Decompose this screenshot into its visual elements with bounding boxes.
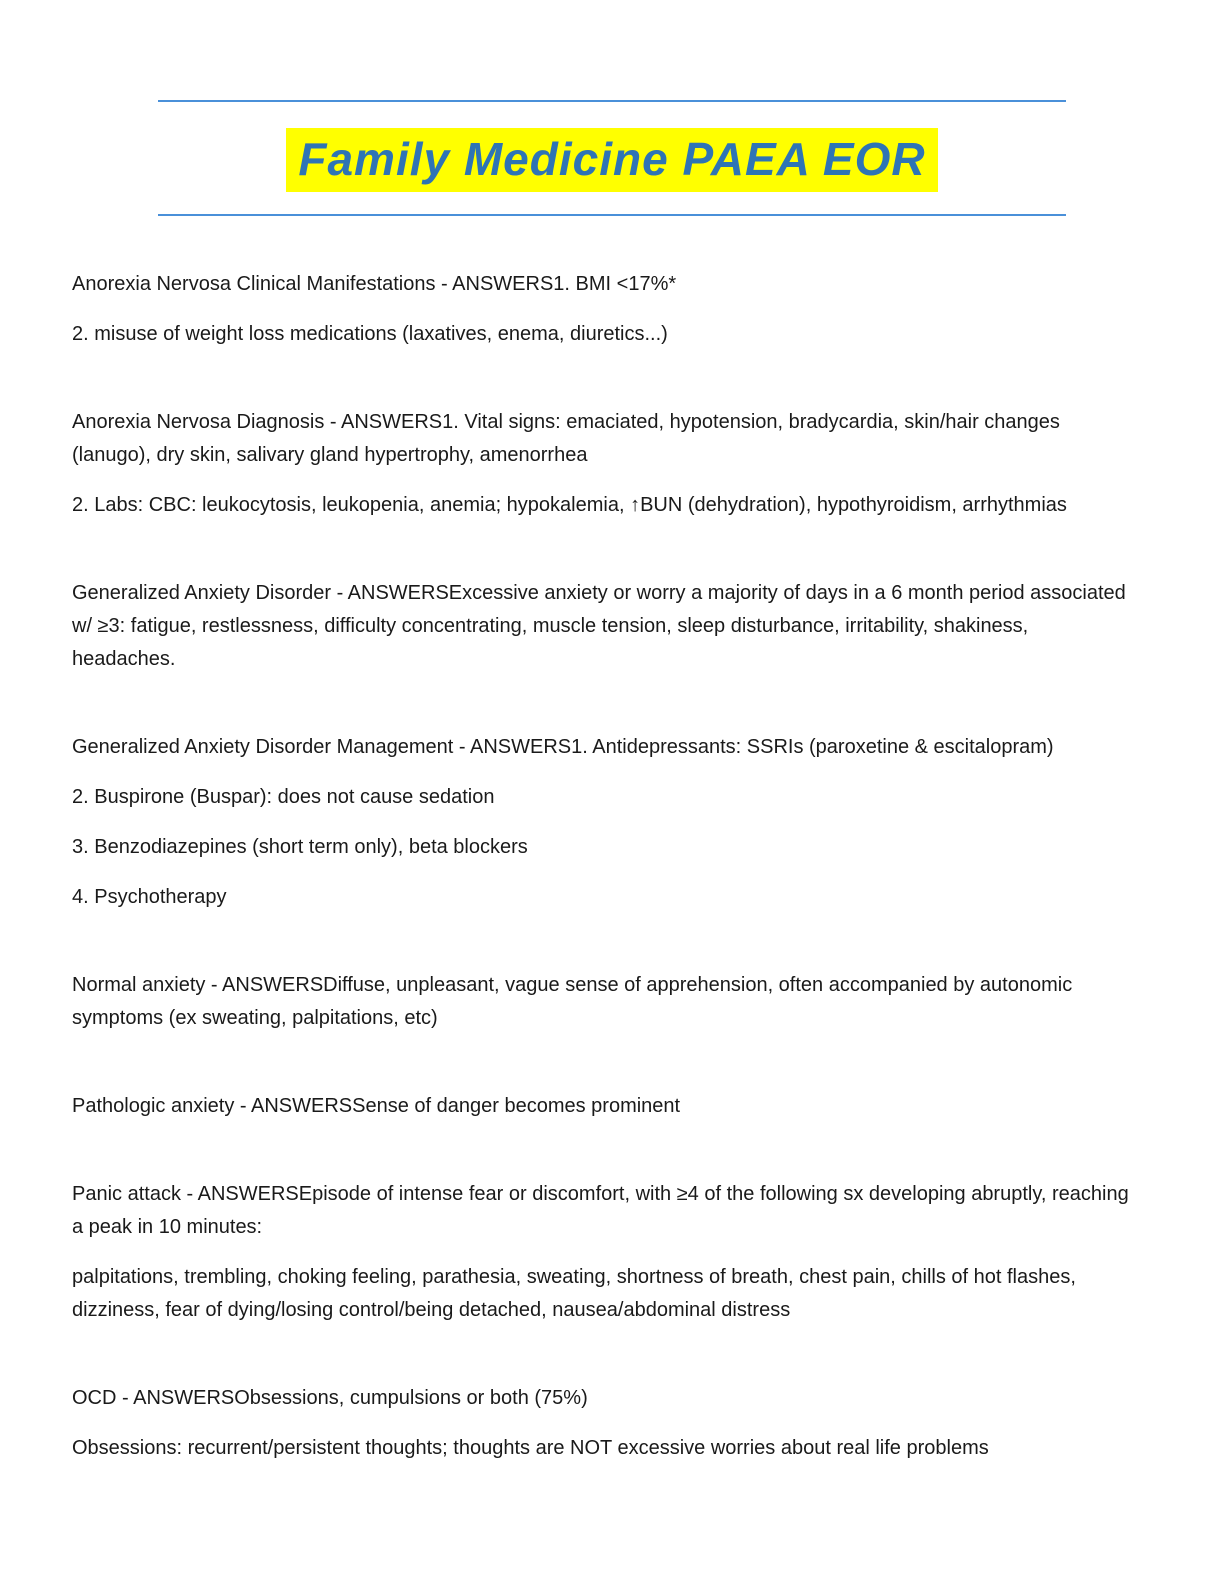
paragraph: Normal anxiety - ANSWERSDiffuse, unpleasant, vague sense of apprehension, often accompanied by autonomic symptoms (ex sweating, palpitations, etc) [72, 974, 1073, 1029]
paragraph: Obsessions: recurrent/persistent thoughts; thoughts are NOT excessive worries about real life problems [72, 1437, 989, 1459]
title-highlight [286, 128, 937, 192]
paragraph: Pathologic anxiety - ANSWERSSense of danger becomes prominent [72, 1095, 681, 1117]
page-title: Family Medicine PAEA EOR [298, 133, 926, 185]
paragraph: 2. Buspirone (Buspar): does not cause sedation [72, 786, 495, 808]
document-body [72, 268, 1134, 1465]
paragraph: 3. Benzodiazepines (short term only), beta blockers [72, 836, 528, 858]
paragraph: 2. misuse of weight loss medications (laxatives, enema, diuretics...) [72, 323, 668, 345]
paragraph: Generalized Anxiety Disorder Management - ANSWERS1. Antidepressants: SSRIs (paroxetine & escitalopram) [72, 736, 1054, 758]
paragraph: 2. Labs: CBC: leukocytosis, leukopenia, anemia; hypokalemia, ↑BUN (dehydration), hypothyroidism, arrhythmias [72, 494, 1067, 516]
paragraph: palpitations, trembling, choking feeling, parathesia, sweating, shortness of breath, chest pain, chills of hot flashes, dizziness, fear of dying/losing control/being detached, nausea/abdominal distress [72, 1266, 1076, 1321]
title-block [158, 100, 1066, 216]
paragraph: Anorexia Nervosa Clinical Manifestations - ANSWERS1. BMI <17%* [72, 273, 677, 295]
paragraph: Generalized Anxiety Disorder - ANSWERSExcessive anxiety or worry a majority of days in a 6 month period associated w/ ≥3: fatigue, restlessness, difficulty concentrating, muscle tension, sleep disturbance, irritability, shakiness, headaches. [72, 582, 1126, 670]
paragraph: Panic attack - ANSWERSEpisode of intense fear or discomfort, with ≥4 of the following sx developing abruptly, reaching a peak in 10 minutes: [72, 1183, 1129, 1238]
paragraph: 4. Psychotherapy [72, 886, 227, 908]
paragraph: OCD - ANSWERSObsessions, cumpulsions or both (75%) [72, 1387, 588, 1409]
paragraph: Anorexia Nervosa Diagnosis - ANSWERS1. Vital signs: emaciated, hypotension, bradycardia, skin/hair changes (lanugo), dry skin, salivary gland hypertrophy, amenorrhea [72, 411, 1060, 466]
